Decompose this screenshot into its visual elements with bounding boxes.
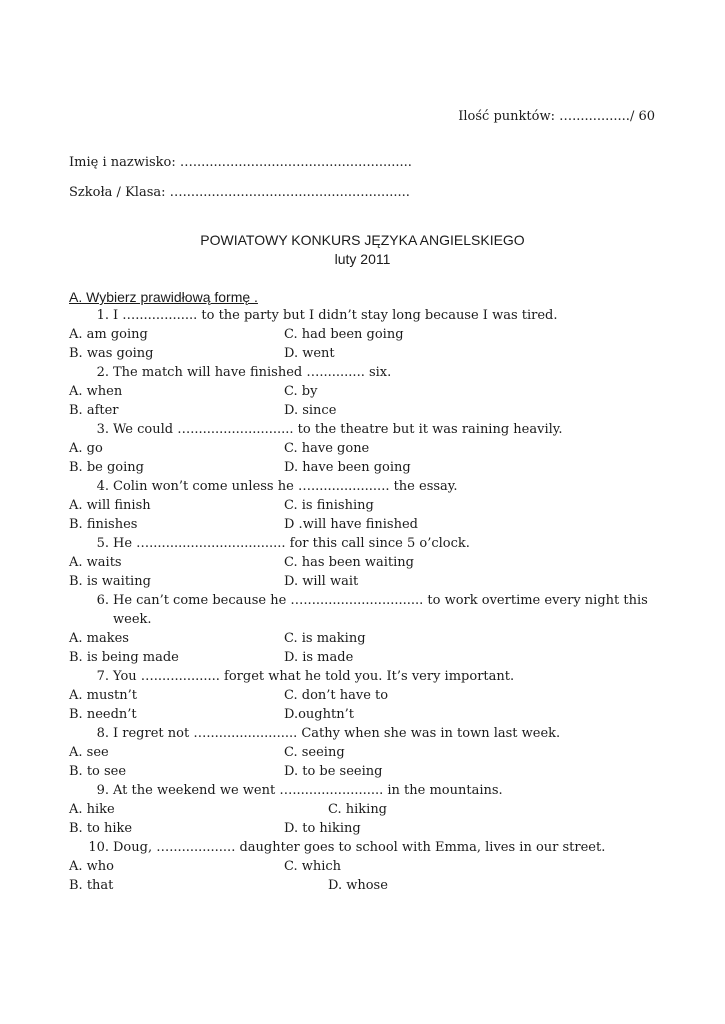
- answer-option: A. makes: [69, 631, 129, 646]
- option-row: [69, 325, 659, 344]
- answer-option: A. see: [69, 745, 109, 760]
- question-item: [69, 363, 659, 420]
- answer-option: D. whose: [328, 878, 388, 893]
- option-row: [69, 743, 659, 762]
- question-number: 7.: [96, 669, 109, 684]
- question-number: 1.: [96, 308, 109, 323]
- question-item: [69, 591, 659, 667]
- answer-option: C. don’t have to: [284, 688, 389, 703]
- question-stem: He …................................. for this call since 5 o’clock.: [113, 536, 470, 551]
- answer-option: D .will have finished: [284, 517, 418, 532]
- questions-list: [69, 306, 659, 895]
- answer-option: A. hike: [69, 802, 115, 817]
- answer-option: C. hiking: [328, 802, 388, 817]
- option-row: [69, 629, 659, 648]
- answer-option: A. who: [69, 859, 114, 874]
- option-row: [69, 382, 659, 401]
- question-stem: Colin won’t come unless he …................... the essay.: [113, 479, 458, 494]
- answer-option: C. by: [284, 384, 318, 399]
- question-number: 9.: [96, 783, 109, 798]
- answer-option: A. when: [69, 384, 123, 399]
- answer-option: B. is being made: [69, 650, 179, 665]
- question-text: [69, 363, 659, 382]
- question-text: [69, 838, 659, 857]
- question-number: 6.: [96, 593, 109, 608]
- question-stem: Doug, …................ daughter goes to school with Emma, lives in our street.: [113, 840, 606, 855]
- answer-option: C. which: [284, 859, 342, 874]
- option-row: [69, 876, 659, 895]
- answer-option: B. to hike: [69, 821, 133, 836]
- score-field: Ilość punktów: …............../ 60: [458, 109, 655, 124]
- answer-option: D. went: [284, 346, 335, 361]
- question-stem: I regret not …...................... Cathy when she was in town last week.: [113, 726, 561, 741]
- question-item: [69, 838, 659, 895]
- option-row: [69, 439, 659, 458]
- question-number: 10.: [88, 840, 109, 855]
- option-row: [69, 344, 659, 363]
- answer-option: A. am going: [69, 327, 148, 342]
- answer-option: C. seeing: [284, 745, 345, 760]
- question-stem: I …............... to the party but I didn’t stay long because I was tired.: [113, 308, 558, 323]
- answer-option: D. have been going: [284, 460, 411, 475]
- question-number: 3.: [96, 422, 109, 437]
- option-row: [69, 686, 659, 705]
- answer-option: B. was going: [69, 346, 154, 361]
- question-text: [69, 534, 659, 553]
- question-number: 5.: [96, 536, 109, 551]
- answer-option: A. mustn’t: [69, 688, 137, 703]
- option-row: [69, 819, 659, 838]
- answer-option: B. is waiting: [69, 574, 151, 589]
- answer-option: D. will wait: [284, 574, 359, 589]
- question-stem: At the weekend we went …...................... in the mountains.: [113, 783, 503, 798]
- answer-option: C. is making: [284, 631, 366, 646]
- answer-option: D. is made: [284, 650, 354, 665]
- answer-option: A. will finish: [69, 498, 151, 513]
- question-stem: You …................ forget what he told you. It’s very important.: [113, 669, 515, 684]
- answer-option: C. is finishing: [284, 498, 374, 513]
- question-item: [69, 306, 659, 363]
- option-row: [69, 648, 659, 667]
- question-number: 4.: [96, 479, 109, 494]
- answer-option: A. go: [69, 441, 103, 456]
- question-stem: He can’t come because he …............................. to work overtime every night this week.: [113, 593, 648, 627]
- answer-option: B. be going: [69, 460, 144, 475]
- answer-option: B. after: [69, 403, 119, 418]
- question-text: [69, 667, 659, 686]
- answer-option: C. have gone: [284, 441, 370, 456]
- name-field: Imię i nazwisko: ….....................................................: [69, 155, 412, 170]
- answer-option: B. finishes: [69, 517, 138, 532]
- question-item: [69, 534, 659, 591]
- question-item: [69, 781, 659, 838]
- answer-option: B. needn’t: [69, 707, 137, 722]
- answer-option: B. to see: [69, 764, 127, 779]
- option-row: [69, 496, 659, 515]
- answer-option: D. to hiking: [284, 821, 361, 836]
- question-item: [69, 420, 659, 477]
- answer-option: B. that: [69, 878, 114, 893]
- question-text: [69, 420, 659, 439]
- section-heading: A. Wybierz prawidłową formę .: [69, 289, 258, 305]
- question-text: [69, 591, 659, 629]
- answer-option: C. had been going: [284, 327, 404, 342]
- option-row: [69, 553, 659, 572]
- option-row: [69, 458, 659, 477]
- contest-title: POWIATOWY KONKURS JĘZYKA ANGIELSKIEGO: [200, 232, 525, 248]
- answer-option: D. to be seeing: [284, 764, 383, 779]
- contest-date: luty 2011: [334, 251, 391, 267]
- question-number: 8.: [96, 726, 109, 741]
- question-item: [69, 667, 659, 724]
- question-text: [69, 724, 659, 743]
- question-text: [69, 306, 659, 325]
- option-row: [69, 705, 659, 724]
- document-title: [0, 231, 725, 269]
- option-row: [69, 515, 659, 534]
- option-row: [69, 401, 659, 420]
- answer-option: D.oughtn’t: [284, 707, 354, 722]
- question-item: [69, 724, 659, 781]
- answer-option: A. waits: [69, 555, 122, 570]
- question-stem: We could …......................... to the theatre but it was raining heavily.: [113, 422, 563, 437]
- question-stem: The match will have finished …........... six.: [113, 365, 392, 380]
- school-class-field: Szkoła / Klasa: ….......................................................: [69, 185, 410, 200]
- question-number: 2.: [96, 365, 109, 380]
- option-row: [69, 857, 659, 876]
- answer-option: C. has been waiting: [284, 555, 414, 570]
- option-row: [69, 762, 659, 781]
- question-text: [69, 781, 659, 800]
- question-text: [69, 477, 659, 496]
- answer-option: D. since: [284, 403, 337, 418]
- option-row: [69, 572, 659, 591]
- question-item: [69, 477, 659, 534]
- option-row: [69, 800, 659, 819]
